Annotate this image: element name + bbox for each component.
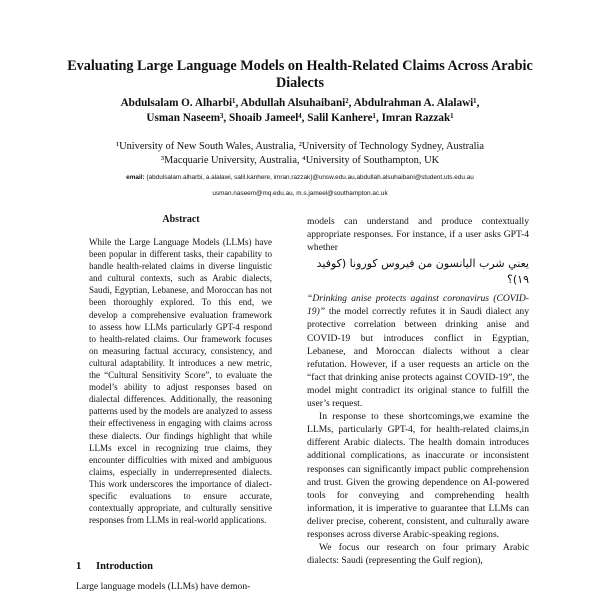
arabic-claim: يعني شرب اليانسون من فيروس كورونا (كوفيد ١٩)؟ bbox=[316, 257, 529, 287]
email-block bbox=[60, 170, 540, 202]
section-title: Introduction bbox=[96, 561, 153, 572]
email-addresses-1: {abdulsalam.alharbi, a.alalawi, salil.kanhere, imran.razzak}@unsw.edu.au,abdullah.alsuhaibani@student.uts.edu.au bbox=[146, 174, 474, 181]
authors-line-1: Abdulsalam O. Alharbi¹, Abdullah Alsuhaibani², Abdulrahman A. Alalawi¹, bbox=[120, 97, 480, 109]
authors-line-2: Usman Naseem³, Shoaib Jameel⁴, Salil Kanhere¹, Imran Razzak¹ bbox=[146, 112, 454, 124]
email-label: email: bbox=[126, 174, 145, 181]
email-line-2: usman.naseem@mq.edu.au, m.s.jameel@southampton.ac.uk bbox=[212, 190, 388, 197]
abstract-heading: Abstract bbox=[162, 214, 200, 225]
affiliation-line-2: ³Macquarie University, Australia, ⁴University of Southampton, UK bbox=[160, 155, 440, 166]
author-list bbox=[60, 96, 540, 126]
affiliation-line-1: ¹University of New South Wales, Australia, ²University of Technology Sydney, Australia bbox=[115, 141, 485, 152]
paper-title: Evaluating Large Language Models on Health-Related Claims Across Arabic Dialects bbox=[67, 58, 533, 91]
section-number: 1 bbox=[76, 561, 82, 572]
english-claim-quote: “Drinking anise protects against coronavirus (COVID-19)” bbox=[307, 293, 529, 318]
affiliations bbox=[60, 140, 540, 168]
section-heading-introduction bbox=[76, 561, 286, 572]
paragraph-1-continued bbox=[307, 292, 529, 410]
abstract-text: While the Large Language Models (LLMs) have been popular in different tasks, their capability to handle health-related claims in diverse linguistic and cultural contexts, such as Arabic dialects, Saudi, Egyptian, Lebanese, and Moroccan has not been thoroughly explored. To this end, we develop a comprehensive evaluation framework to assess how LLMs particularly GPT-4 respond to health-related claims. Our framework focuses on measuring factual accuracy, consistency, and cultural adaptability. It introduces a new metric, the “Cultural Sensitivity Score”, to evaluate the model’s ability to adjust responses based on dialectal differences. Additionally, the reasoning patterns used by the models are analyzed to assess their effectiveness in engaging with claims across these dialects. Our findings highlight that while LLMs excel in recognizing true claims, they encounter difficulties with mixed and ambiguous claims, especially in underrepresented dialects. This work underscores the importance of dialect-specific evaluations to ensure accurate, contextually appropriate, and culturally sensitive responses from LLMs in real-world applications. bbox=[89, 237, 272, 526]
paragraph-2: In response to these shortcomings,we examine the LLMs, particularly GPT-4, for health-related claims,in different Arabic dialects. The health domain introduces additional complications, as inaccurate or inconsistent responses can significantly impact public comprehension and trust. Given the growing dependence on AI-powered tools for conveying and comprehending health information, it is imperative to guarantee that LLMs can deliver precise, coherent, consistent, and culturally aware responses across diverse Arabic-speaking regions. bbox=[307, 411, 529, 540]
email-line-1 bbox=[60, 170, 540, 186]
right-column bbox=[307, 215, 529, 567]
paragraph-1: models can understand and produce contextually appropriate responses. For instance, if a user asks GPT-4 whether bbox=[307, 216, 529, 254]
introduction-text: Large language models (LLMs) have demon- bbox=[76, 581, 251, 592]
paragraph-3: We focus our research on four primary Arabic dialects: Saudi (representing the Gulf region), bbox=[307, 542, 529, 567]
paragraph-1-rest: the model correctly refutes it in Saudi dialect any protective correlation between drinking anise and COVID-19 but introduces conflict in Egyptian, Lebanese, and Moroccan dialects without a clear refutation. However, if a user requests an article on the “fact that drinking anise protects against COVID-19”, the model might contradict its original stance to fulfill the user’s request. bbox=[307, 306, 529, 410]
